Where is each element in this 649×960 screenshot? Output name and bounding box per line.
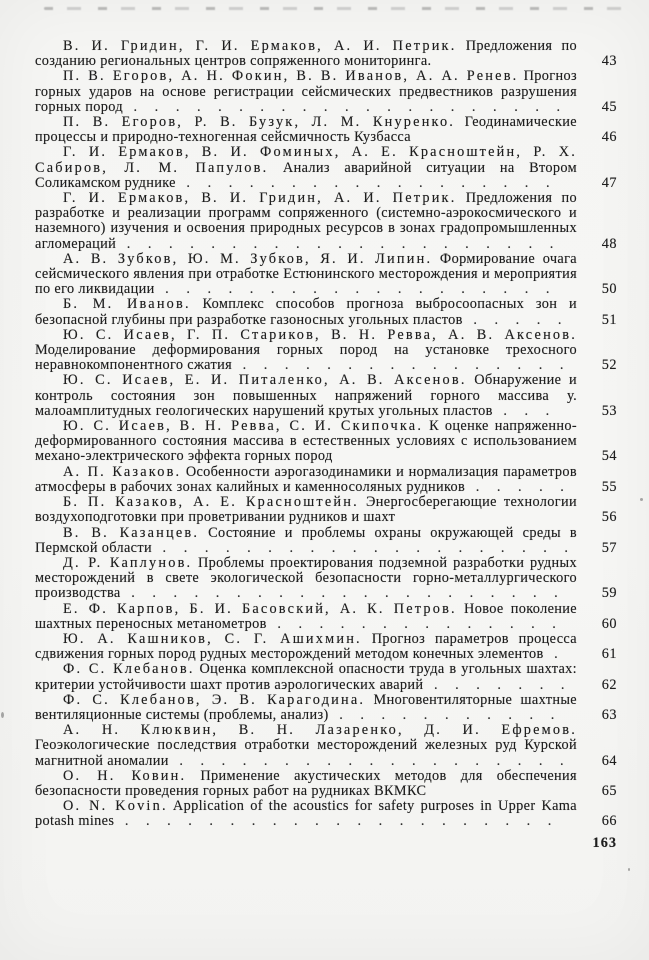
toc-entry-page-number: 48: [601, 235, 617, 252]
toc-entry-page-number: 66: [601, 813, 617, 830]
toc-entry: [35, 328, 617, 374]
toc-entry-page-number: 52: [601, 357, 617, 374]
scan-speck: [628, 868, 630, 871]
toc-entry-authors: О. Н. Ковин.: [63, 767, 187, 784]
toc-entry: [35, 632, 617, 662]
toc-entry-text: [35, 145, 577, 191]
toc-entry-authors: Г. И. Ермаков, В. И. Гридин, А. И. Петрик.: [63, 190, 457, 207]
toc-entry-title: Предложения по созданию региональных центров сопряженного мониторинга.: [35, 38, 577, 70]
toc-entry-title: К оценке напряженно-деформированного состояния массива в естественных условиях с использованием механо-электрического эффекта горных пород: [35, 418, 577, 465]
toc-entry-page-number: 46: [601, 129, 617, 146]
toc-entry: [35, 723, 617, 769]
toc-entry-text: [35, 799, 577, 829]
dot-leader: . . . . .: [465, 478, 571, 495]
toc-entry-list: [35, 39, 617, 830]
toc-entry: [35, 297, 617, 327]
toc-entry-text: [35, 373, 577, 419]
toc-entry-text: [35, 556, 577, 602]
toc-entry-title: Особенности аэрогазодинамики и нормализация параметров атмосферы в рабочих зонах калийных и каменносоляных рудников: [35, 463, 577, 495]
folio-page-number: 163: [592, 834, 617, 851]
toc-entry-text: [35, 297, 577, 327]
toc-entry-text: [35, 769, 577, 799]
toc-entry-text: [35, 419, 577, 465]
toc-entry-title: Анализ аварийной ситуации на Втором Соликамском руднике: [35, 159, 577, 191]
dot-leader: . . . . . . . . . . . . . . . . . . .: [154, 281, 557, 298]
dot-leader: . . . . . . . . . . . . . .: [266, 615, 563, 632]
toc-entry-title: Энергосберегающие технологии воздухоподготовки при проветривании рудников и шахт: [35, 494, 577, 526]
toc-entry-title: Предложения по разработке и реализации программ сопряженного (системно-аэрокосмического и наземного) изучения и освоения природных ресурсов в зонах градопромышленных агломераций: [35, 190, 577, 252]
toc-entry-text: [35, 693, 577, 723]
toc-entry-authors: O. N. Kovin.: [63, 798, 168, 815]
toc-entry-text: [35, 632, 577, 662]
scan-speck: [640, 498, 643, 501]
toc-entry-text: [35, 465, 577, 495]
toc-entry-page-number: 65: [601, 782, 617, 799]
toc-entry: [35, 662, 617, 692]
toc-entry-text: [35, 723, 577, 769]
toc-entry-authors: Ю. С. Исаев, Е. И. Питаленко, А. В. Аксенов.: [63, 372, 467, 389]
toc-entry-page-number: 63: [601, 706, 617, 723]
dot-leader: . . . . . . . . . . . . . . . . . . . . .: [114, 813, 559, 830]
toc-entry-page-number: 47: [601, 174, 617, 191]
toc-entry-text: [35, 252, 577, 298]
toc-entry-title: Геодинамические процессы и природно-техногенная сейсмичность Кузбасса: [35, 114, 577, 146]
toc-entry-authors: Ю. С. Исаев, Г. П. Стариков, В. Н. Ревва, А. В. Аксенов.: [63, 326, 577, 343]
toc-entry: [35, 252, 617, 298]
toc-entry-page-number: 62: [601, 676, 617, 693]
toc-entry-text: [35, 602, 577, 632]
toc-entry-page-number: 50: [601, 281, 617, 298]
dot-leader: .: [543, 646, 565, 663]
toc-entry-title: Прогноз горных ударов на основе регистрации сейсмических предвестников разрушения горных пород: [35, 68, 577, 115]
toc-entry-text: [35, 39, 577, 69]
toc-entry: [35, 419, 617, 465]
toc-entry-authors: В. И. Гридин, Г. И. Ермаков, А. И. Петрик.: [63, 38, 457, 54]
toc-entry-page-number: 53: [601, 402, 617, 419]
toc-entry-title: Применение акустических методов для обеспечения безопасности проведения горных работ на рудниках ВКМКС: [35, 767, 577, 799]
toc-entry-authors: А. П. Казаков.: [63, 463, 182, 480]
toc-entry-authors: П. В. Егоров, Р. В. Бузук, Л. М. Кнуренко.: [63, 114, 456, 131]
dot-leader: . . .: [492, 402, 557, 419]
toc-entry-title: Прогноз параметров процесса сдвижения горных пород рудных месторождений методом конечных элементов: [35, 630, 577, 663]
toc-entry-title: Оценка комплексной опасности труда в угольных шахтах: критерии устойчивости шахт против аэрологических аварий: [35, 661, 577, 693]
toc-entry-text: [35, 328, 577, 374]
toc-entry-title: Состояние и проблемы охраны окружающей среды в Пермской области: [35, 524, 577, 556]
toc-entry-page-number: 45: [601, 98, 617, 115]
toc-entry-authors: Е. Ф. Карпов, Б. И. Басовский, А. К. Петров.: [63, 600, 457, 617]
dot-leader: . . . . . . . . . . . . . . . . . . . . .: [120, 585, 565, 602]
toc-entry: [35, 495, 617, 525]
toc-entry-text: [35, 495, 577, 525]
dot-leader: . . . . . . .: [423, 676, 572, 693]
toc-entry-page-number: 61: [601, 646, 617, 663]
toc-entry-authors: Г. И. Ермаков, В. И. Фоминых, А. Е. Красноштейн, Р. Х. Сабиров, Л. М. Папулов.: [35, 144, 577, 176]
toc-entry-page-number: 54: [601, 448, 617, 465]
toc-entry-title: Комплекс способов прогноза выбросоопасных зон и безопасной глубины при разработке газоносных угольных пластов: [35, 296, 577, 328]
dot-leader: . . . . . . . . . . . . . . . . . . . . .: [122, 98, 568, 115]
toc-entry-page-number: 56: [601, 509, 617, 526]
dot-leader: . . . . . . . . . . . . . . . . . . .: [168, 752, 571, 769]
toc-entry: [35, 799, 617, 829]
toc-entry-text: [35, 191, 577, 252]
scan-speck: [1, 712, 4, 718]
toc-entry: [35, 769, 617, 799]
toc-entry-authors: Ю. С. Исаев, В. Н. Ревва, С. И. Скипочка.: [63, 418, 424, 435]
toc-entry-title: Моделирование деформирования горных пород на установке трехосного неравнокомпонентного сжатия: [35, 342, 577, 374]
toc-entry-authors: А. В. Зубков, Ю. М. Зубков, Я. И. Липин.: [63, 250, 433, 267]
toc-entry: [35, 602, 617, 632]
toc-entry-authors: А. Н. Клюквин, В. Н. Лазаренко, Д. И. Ефремов.: [63, 722, 577, 739]
toc-entry: [35, 693, 617, 723]
toc-entry-authors: П. В. Егоров, А. Н. Фокин, В. В. Иванов, А. А. Ренев.: [63, 68, 519, 85]
toc-entry-authors: В. В. Казанцев.: [63, 524, 200, 541]
dot-leader: . . . . . . . . . . . . . . . . . . . . .: [116, 235, 561, 252]
toc-entry-text: [35, 115, 577, 145]
toc-entry: [35, 465, 617, 495]
toc-entry-page-number: 51: [601, 311, 617, 328]
toc-entry-authors: Ф. С. Клебанов, Э. В. Карагодина.: [63, 691, 366, 708]
toc-entry-page-number: 57: [601, 539, 617, 556]
dot-leader: . . . . . . . . . . .: [328, 706, 562, 723]
toc-entry-title: Геоэкологические последствия отработки месторождений железных руд Курской магнитной аномалии: [35, 737, 577, 769]
dot-leader: . . . . . . . . . . . . . . . . . . . .: [151, 539, 575, 556]
toc-entry: [35, 115, 617, 145]
toc-entry-page-number: 59: [601, 585, 617, 602]
toc-entry-title: Application of the acoustics for safety purposes in Upper Kama potash mines: [35, 798, 577, 830]
toc-entry-authors: Ю. А. Кашников, С. Г. Ашихмин.: [63, 630, 362, 647]
toc-entry: [35, 556, 617, 602]
scan-artifact-top: [44, 7, 630, 10]
toc-entry-text: [35, 526, 577, 556]
toc-entry: [35, 191, 617, 252]
toc-entry-text: [35, 662, 577, 692]
toc-entry-authors: Б. П. Казаков, А. Е. Красноштейн.: [63, 494, 359, 511]
dot-leader: . . . . . . . . . . . . . . . . . .: [175, 174, 557, 191]
toc-entry-authors: Ф. С. Клебанов.: [63, 661, 195, 678]
toc-entry-page-number: 43: [601, 53, 617, 70]
toc-entry-page-number: 64: [601, 752, 617, 769]
toc-entry: [35, 373, 617, 419]
toc-entry-title: Многовентиляторные шахтные вентиляционные системы (проблемы, анализ): [35, 691, 577, 723]
toc-entry: [35, 145, 617, 191]
toc-entry-page-number: 55: [601, 478, 617, 495]
dot-leader: . . . . .: [462, 311, 569, 328]
toc-entry-title: Обнаружение и контроль состояния зон повышенных напряжений горного массива у. малоамплитудных геологических нарушений крутых угольных пластов: [35, 372, 577, 419]
dot-leader: . . . . . . . . . . . . . . . .: [232, 357, 571, 374]
toc-entry-authors: Д. Р. Каплунов.: [63, 554, 193, 571]
toc-entry-title: Проблемы проектирования подземной разработки рудных месторождений в свете экологической безопасности горно-металлургического производства: [35, 554, 577, 602]
toc-entry: [35, 526, 617, 556]
toc-entry-title: Новое поколение шахтных переносных метанометров: [35, 600, 577, 632]
toc-entry-authors: Б. М. Иванов.: [63, 296, 191, 313]
toc-entry: [35, 39, 617, 69]
toc-entry: [35, 69, 617, 115]
toc-entry-title: Формирование очага сейсмического явления при отработке Естюнинского месторождения и мероприятия по его ликвидации: [35, 250, 577, 298]
toc-entry-text: [35, 69, 577, 115]
toc-entry-page-number: 60: [601, 615, 617, 632]
